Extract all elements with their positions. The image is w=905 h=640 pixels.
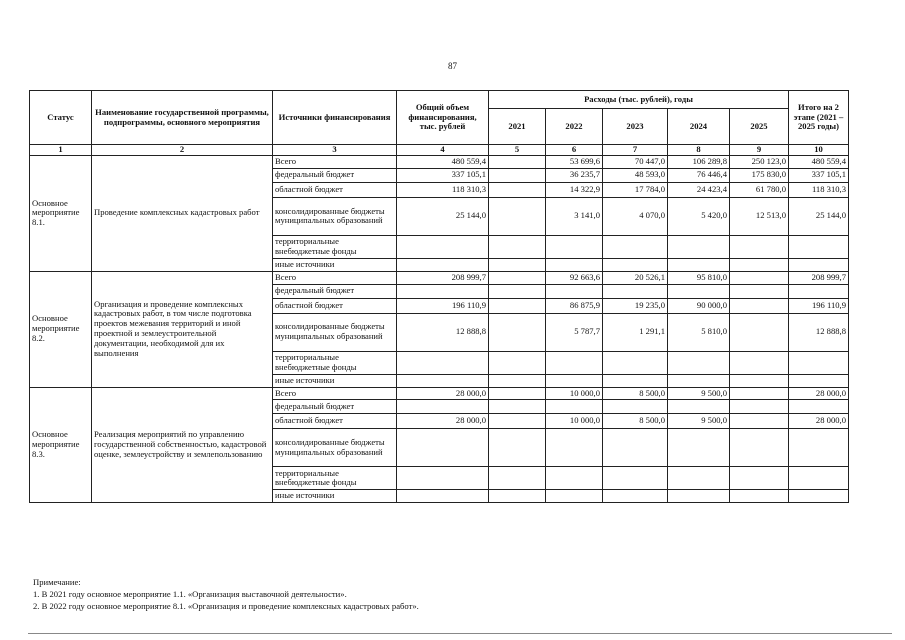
value-2021 (489, 298, 546, 313)
event-status: Основное мероприятие 8.1. (30, 156, 92, 272)
stage-total-value: 12 888,8 (789, 313, 849, 351)
header-stage-total: Итого на 2 этапе (2021 – 2025 годы) (789, 91, 849, 145)
value-2023 (603, 400, 668, 414)
value-2024: 90 000,0 (668, 298, 730, 313)
notes (33, 576, 419, 612)
table-body (30, 156, 849, 503)
total-value (397, 400, 489, 414)
total-value (397, 490, 489, 503)
financing-table (29, 90, 849, 503)
header-sources: Источники финансирования (273, 91, 397, 145)
value-2022: 3 141,0 (546, 197, 603, 235)
stage-total-value (789, 374, 849, 387)
value-2024: 95 810,0 (668, 271, 730, 284)
value-2025 (730, 400, 789, 414)
value-2025: 250 123,0 (730, 156, 789, 169)
value-2024 (668, 400, 730, 414)
value-2024: 106 289,8 (668, 156, 730, 169)
value-2025 (730, 414, 789, 429)
value-2025 (730, 313, 789, 351)
header-name: Наименование государственной программы, подпрограммы, основного мероприятия (92, 91, 273, 145)
event-status: Основное мероприятие 8.2. (30, 271, 92, 387)
value-2025 (730, 429, 789, 467)
value-2024: 24 423,4 (668, 182, 730, 197)
total-value: 25 144,0 (397, 197, 489, 235)
funding-source: федеральный бюджет (273, 168, 397, 182)
value-2025 (730, 271, 789, 284)
value-2023: 8 500,0 (603, 414, 668, 429)
value-2025 (730, 284, 789, 298)
page-number: 87 (448, 61, 457, 71)
value-2025: 61 780,0 (730, 182, 789, 197)
value-2021 (489, 414, 546, 429)
stage-total-value: 25 144,0 (789, 197, 849, 235)
total-value (397, 284, 489, 298)
col-number: 8 (668, 145, 730, 156)
header-year: 2022 (546, 109, 603, 145)
total-value: 28 000,0 (397, 414, 489, 429)
funding-source: федеральный бюджет (273, 400, 397, 414)
total-value: 28 000,0 (397, 387, 489, 400)
header-year: 2021 (489, 109, 546, 145)
total-value: 337 105,1 (397, 168, 489, 182)
note-item: 2. В 2022 году основное мероприятие 8.1. «Организация и проведение комплексных кадастровых работ». (33, 601, 419, 612)
stage-total-value (789, 258, 849, 271)
value-2024 (668, 490, 730, 503)
value-2022 (546, 490, 603, 503)
value-2024: 5 810,0 (668, 313, 730, 351)
total-value: 480 559,4 (397, 156, 489, 169)
total-value (397, 429, 489, 467)
funding-source: иные источники (273, 258, 397, 271)
bottom-rule (28, 633, 892, 634)
header-total: Общий объем финансирования, тыс. рублей (397, 91, 489, 145)
value-2025 (730, 374, 789, 387)
value-2024: 9 500,0 (668, 414, 730, 429)
stage-total-value: 118 310,3 (789, 182, 849, 197)
stage-total-value: 28 000,0 (789, 387, 849, 400)
total-value (397, 235, 489, 258)
value-2021 (489, 467, 546, 490)
value-2025 (730, 387, 789, 400)
col-number: 10 (789, 145, 849, 156)
value-2025 (730, 351, 789, 374)
value-2025: 12 513,0 (730, 197, 789, 235)
stage-total-value (789, 400, 849, 414)
header-year: 2024 (668, 109, 730, 145)
col-number: 9 (730, 145, 789, 156)
stage-total-value (789, 235, 849, 258)
table-row (30, 271, 849, 284)
value-2021 (489, 400, 546, 414)
value-2023: 19 235,0 (603, 298, 668, 313)
funding-source: консолидированные бюджеты муниципальных образований (273, 197, 397, 235)
value-2023 (603, 284, 668, 298)
value-2024 (668, 351, 730, 374)
value-2022: 10 000,0 (546, 414, 603, 429)
value-2022 (546, 284, 603, 298)
event-name: Проведение комплексных кадастровых работ (92, 156, 273, 272)
col-number: 4 (397, 145, 489, 156)
value-2022 (546, 374, 603, 387)
stage-total-value: 196 110,9 (789, 298, 849, 313)
value-2024: 5 420,0 (668, 197, 730, 235)
value-2025 (730, 490, 789, 503)
value-2021 (489, 258, 546, 271)
value-2025: 175 830,0 (730, 168, 789, 182)
value-2024 (668, 467, 730, 490)
funding-source: Всего (273, 271, 397, 284)
value-2021 (489, 168, 546, 182)
total-value: 208 999,7 (397, 271, 489, 284)
table-row (30, 156, 849, 169)
value-2023 (603, 429, 668, 467)
total-value: 12 888,8 (397, 313, 489, 351)
value-2022: 36 235,7 (546, 168, 603, 182)
funding-source: территориальные внебюджетные фонды (273, 351, 397, 374)
value-2022 (546, 467, 603, 490)
value-2025 (730, 258, 789, 271)
stage-total-value (789, 351, 849, 374)
value-2021 (489, 156, 546, 169)
value-2021 (489, 284, 546, 298)
value-2023: 1 291,1 (603, 313, 668, 351)
value-2023 (603, 351, 668, 374)
stage-total-value: 208 999,7 (789, 271, 849, 284)
funding-source: консолидированные бюджеты муниципальных образований (273, 313, 397, 351)
value-2024: 9 500,0 (668, 387, 730, 400)
value-2021 (489, 374, 546, 387)
total-value (397, 351, 489, 374)
value-2024 (668, 235, 730, 258)
value-2021 (489, 235, 546, 258)
col-number: 2 (92, 145, 273, 156)
funding-source: территориальные внебюджетные фонды (273, 467, 397, 490)
funding-source: территориальные внебюджетные фонды (273, 235, 397, 258)
stage-total-value: 480 559,4 (789, 156, 849, 169)
value-2025 (730, 235, 789, 258)
col-number: 6 (546, 145, 603, 156)
value-2023 (603, 490, 668, 503)
value-2023: 48 593,0 (603, 168, 668, 182)
total-value: 118 310,3 (397, 182, 489, 197)
col-number: 3 (273, 145, 397, 156)
funding-source: иные источники (273, 490, 397, 503)
value-2023: 8 500,0 (603, 387, 668, 400)
value-2024 (668, 374, 730, 387)
value-2023 (603, 467, 668, 490)
header-year: 2025 (730, 109, 789, 145)
value-2022: 53 699,6 (546, 156, 603, 169)
value-2021 (489, 197, 546, 235)
value-2022 (546, 351, 603, 374)
value-2021 (489, 182, 546, 197)
table-row (30, 387, 849, 400)
col-number: 1 (30, 145, 92, 156)
stage-total-value: 337 105,1 (789, 168, 849, 182)
stage-total-value (789, 284, 849, 298)
value-2023 (603, 374, 668, 387)
funding-source: консолидированные бюджеты муниципальных образований (273, 429, 397, 467)
value-2024: 76 446,4 (668, 168, 730, 182)
value-2021 (489, 313, 546, 351)
col-number: 7 (603, 145, 668, 156)
stage-total-value: 28 000,0 (789, 414, 849, 429)
funding-source: областной бюджет (273, 182, 397, 197)
value-2022 (546, 258, 603, 271)
value-2024 (668, 258, 730, 271)
event-name: Реализация мероприятий по управлению государственной собственностью, кадастровой оценке, землеустройству и землепользованию (92, 387, 273, 503)
event-status: Основное мероприятие 8.3. (30, 387, 92, 503)
value-2023: 4 070,0 (603, 197, 668, 235)
notes-title: Примечание: (33, 577, 81, 587)
header-expenses: Расходы (тыс. рублей), годы (489, 91, 789, 109)
total-value: 196 110,9 (397, 298, 489, 313)
value-2025 (730, 298, 789, 313)
value-2023: 17 784,0 (603, 182, 668, 197)
value-2022 (546, 429, 603, 467)
value-2021 (489, 490, 546, 503)
value-2021 (489, 351, 546, 374)
value-2024 (668, 284, 730, 298)
stage-total-value (789, 429, 849, 467)
stage-total-value (789, 467, 849, 490)
stage-total-value (789, 490, 849, 503)
funding-source: иные источники (273, 374, 397, 387)
value-2023 (603, 235, 668, 258)
value-2022: 10 000,0 (546, 387, 603, 400)
header-status: Статус (30, 91, 92, 145)
header-year: 2023 (603, 109, 668, 145)
value-2021 (489, 271, 546, 284)
value-2023: 70 447,0 (603, 156, 668, 169)
total-value (397, 467, 489, 490)
value-2021 (489, 429, 546, 467)
value-2022: 14 322,9 (546, 182, 603, 197)
col-number: 5 (489, 145, 546, 156)
value-2021 (489, 387, 546, 400)
value-2022: 92 663,6 (546, 271, 603, 284)
total-value (397, 374, 489, 387)
funding-source: областной бюджет (273, 298, 397, 313)
event-name: Организация и проведение комплексных кадастровых работ, в том числе подготовка проектов межевания территорий и иной проектной и землеустроительной документации, необходимой для их выполнения (92, 271, 273, 387)
value-2022 (546, 400, 603, 414)
value-2022: 86 875,9 (546, 298, 603, 313)
value-2022: 5 787,7 (546, 313, 603, 351)
funding-source: Всего (273, 156, 397, 169)
funding-source: Всего (273, 387, 397, 400)
value-2022 (546, 235, 603, 258)
value-2023 (603, 258, 668, 271)
total-value (397, 258, 489, 271)
funding-source: федеральный бюджет (273, 284, 397, 298)
value-2024 (668, 429, 730, 467)
note-item: 1. В 2021 году основное мероприятие 1.1. «Организация выставочной деятельности». (33, 589, 347, 600)
funding-source: областной бюджет (273, 414, 397, 429)
value-2023: 20 526,1 (603, 271, 668, 284)
value-2025 (730, 467, 789, 490)
